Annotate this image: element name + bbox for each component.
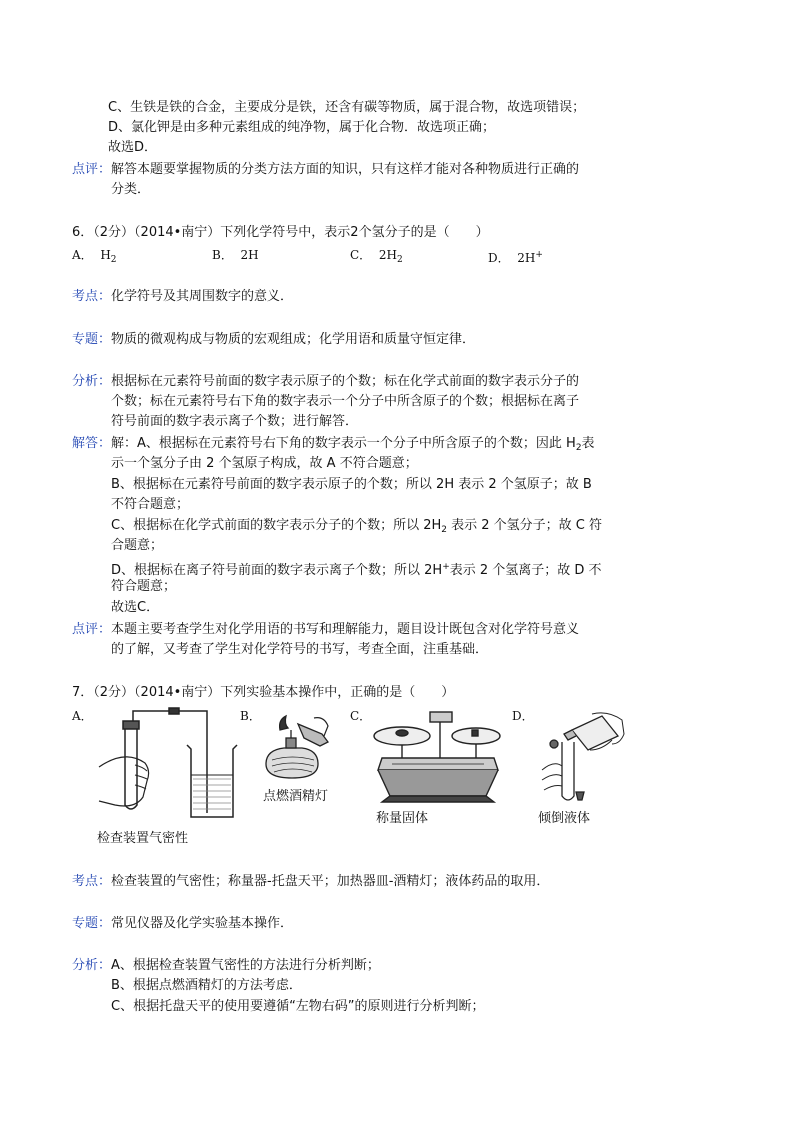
q6-fenxi-2: 个数；标在元素符号右下角的数字表示一个分子中所含原子的个数；根据标在离子 — [111, 394, 580, 409]
q6-fenxi-3: 符号前面的数字表示离子个数；进行解答． — [111, 414, 359, 429]
caption-pouring: 倾倒液体 — [538, 811, 591, 826]
q7-fenxi-1: A、根据检查装置气密性的方法进行分析判断； — [111, 958, 380, 973]
q6-option-a: A． $H_2$ — [72, 248, 117, 265]
review-text-1: 解答本题要掌握物质的分类方法方面的知识，只有这样才能对各种物质进行正确的 — [111, 162, 580, 177]
q6-jieda-3: B、根据标在元素符号前面的数字表示原子的个数；所以 2H 表示 2 个氢原子；故 B — [111, 477, 592, 492]
q6-zhuanti-label: 专题： — [72, 332, 112, 347]
q6-zhuanti: 物质的微观构成与物质的宏观组成；化学用语和质量守恒定律． — [111, 332, 476, 347]
q7-kaodian-label: 考点： — [72, 874, 112, 889]
review-text-2: 分类． — [111, 182, 151, 197]
q6-jieda-2: 示一个氢分子由 2 个氢原子构成，故 A 不符合题意； — [111, 456, 418, 471]
q7-zhuanti-label: 专题： — [72, 916, 112, 931]
q6-jieda-6: 合题意； — [111, 538, 164, 553]
pouring-liquid-figure — [532, 710, 627, 805]
caption-alcohol-lamp: 点燃酒精灯 — [263, 789, 329, 804]
tray-balance-figure — [372, 708, 504, 808]
q7-stem: 7．（2分）（2014•南宁）下列实验基本操作中，正确的是（ ） — [72, 685, 455, 700]
caption-airtightness: 检查装置气密性 — [97, 831, 189, 846]
q7-zhuanti: 常见仪器及化学实验基本操作． — [111, 916, 294, 931]
q6-dianping-2: 的了解，又考查了学生对化学符号的书写，考查全面，注重基础． — [111, 642, 489, 657]
q7-fenxi-label: 分析： — [72, 958, 112, 973]
q6-jieda-1: 解：A、根据标在元素符号右下角的数字表示一个分子中所含原子的个数；因此 $H_2$表 — [111, 436, 595, 453]
q7-fenxi-3: C、根据托盘天平的使用要遵循“左物右码”的原则进行分析判断； — [111, 999, 485, 1014]
q6-jieda-9: 故选C． — [111, 600, 160, 615]
q7-option-a: A． — [72, 709, 93, 723]
review-label: 点评： — [72, 162, 112, 177]
q6-jieda-4: 不符合题意； — [111, 497, 190, 512]
q6-dianping-1: 本题主要考查学生对化学用语的书写和理解能力，题目设计既包含对化学符号意义 — [111, 622, 580, 637]
answer-line-d: D、氯化钾是由多种元素组成的纯净物，属于化合物．故选项正确； — [108, 120, 496, 135]
q6-fenxi-label: 分析： — [72, 374, 112, 389]
alcohol-lamp-figure — [258, 712, 333, 784]
q6-kaodian-label: 考点： — [72, 289, 112, 304]
q7-fenxi-2: B、根据点燃酒精灯的方法考虑． — [111, 978, 302, 993]
q7-option-c: C． — [350, 709, 372, 723]
q6-jieda-8: 符合题意； — [111, 579, 177, 594]
q6-fenxi-1: 根据标在元素符号前面的数字表示原子的个数；标在化学式前面的数字表示分子的 — [111, 374, 580, 389]
q6-option-c: C． $2H_2$ — [350, 248, 403, 265]
answer-choose: 故选D． — [108, 140, 158, 155]
q6-jieda-5: C、根据标在化学式前面的数字表示分子的个数；所以 $2H_2$ 表示 2 个氢分子；故 C 符 — [111, 518, 603, 535]
q6-dianping-label: 点评： — [72, 622, 112, 637]
airtightness-check-figure — [95, 705, 245, 825]
q7-kaodian: 检查装置的气密性；称量器-托盘天平；加热器皿-酒精灯；液体药品的取用． — [111, 874, 550, 889]
q6-stem: 6．（2分）（2014•南宁）下列化学符号中，表示2个氢分子的是（ ） — [72, 225, 489, 240]
answer-line-c: C、生铁是铁的合金，主要成分是铁，还含有碳等物质，属于混合物，故选项错误； — [108, 100, 586, 115]
q6-jieda-label: 解答： — [72, 436, 112, 451]
q6-option-d: D． 2H+ — [488, 250, 543, 265]
q6-kaodian: 化学符号及其周围数字的意义． — [111, 289, 294, 304]
q7-option-d: D． — [512, 709, 534, 723]
q6-jieda-7: D、根据标在离子符号前面的数字表示离子个数；所以 2H+表示 2 个氢离子；故 D 不 — [111, 562, 602, 578]
caption-weighing: 称量固体 — [376, 811, 429, 826]
q6-option-b: B． 2H — [212, 248, 259, 262]
q7-option-b: B． — [240, 709, 261, 723]
